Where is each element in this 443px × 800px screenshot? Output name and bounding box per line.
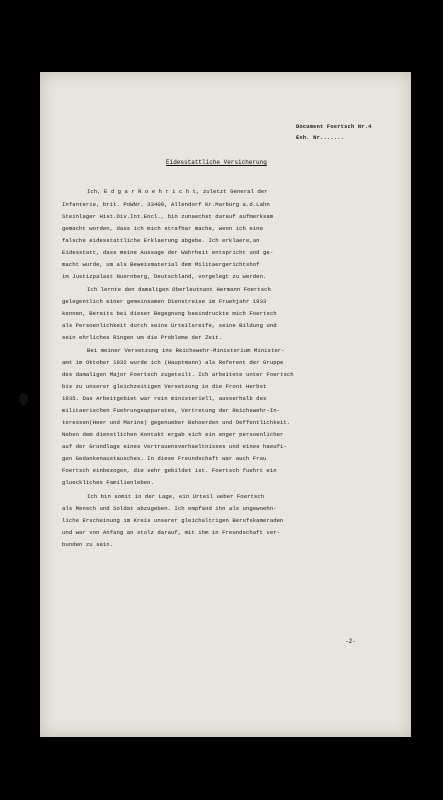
document-title: Eidesstattliche Versicherung [166, 159, 267, 166]
body-line: auf der Grundlage eines Vertrauensverhaeltnisses und eines haeufi- [62, 443, 287, 450]
body-line: gen Gedankenaustausches. In diese Freundschaft war auch Frau [62, 455, 267, 462]
document-reference: Document Foertsch Nr.4 [296, 124, 372, 130]
body-line: militaerischen Fuehrungsapparates, Vertretung der Reichswehr-In- [62, 407, 281, 414]
body-line: gemacht worden, dass ich mich strafbar mache, wenn ich eine [62, 225, 264, 232]
body-line: Eidesstatt, dass meine Aussage der Wahrheit entspricht und ge- [62, 249, 274, 256]
body-line: Foertsch einbezogen, die sehr gebildet ist. Foertsch fuehrt ein [62, 467, 277, 474]
page-number: -2- [345, 638, 356, 645]
body-line: amt im Oktober 1932 wurde ich (Hauptmann) als Referent der Gruppe [62, 359, 284, 366]
body-line: als Persoenlichkeit durch seine Urteilsreife, seine Bildung und [62, 322, 277, 329]
document-page [40, 72, 411, 737]
body-line: bunden zu sein. [62, 541, 114, 548]
body-line: Ich, E d g a r R o e h r i c h t, zuletzt General der [87, 188, 268, 195]
body-line: Infanterie, brit. PoWNr. 33409, Allendorf Kr.Marburg a.d.Lahn [62, 201, 270, 208]
body-line: Steinlager Hist.Div.Int.Encl., bin zunaechst darauf aufmerksam [62, 213, 274, 220]
body-line: Ich bin somit in der Lage, ein Urteil ueber Foertsch [87, 493, 265, 500]
body-line: bis zu unserer gleichzeitigen Versetzung in die Front Herbst [62, 383, 267, 390]
body-line: 1935. Das Arbeitgebiet war rein ministeriell, ausserhalb des [62, 395, 267, 402]
body-line: gelegentlich einer gemeinsamen Dienstreise im Fruehjahr 1933 [62, 298, 267, 305]
body-line: als Mensch und Soldat abzugeben. Ich empfand ihn als ungewoehn- [62, 505, 277, 512]
body-line: im Justizpalast Nuernberg, Deutschland, vorgelegt zu werden. [62, 273, 267, 280]
body-line: teressen(Heer und Marine) gegenueber Behoerden und Oeffentlichkeit. [62, 419, 291, 426]
body-line: des damaligen Major Foertsch zugeteilt. Ich arbeitete unter Foertsch [62, 371, 294, 378]
body-line: und war von Anfang an stolz darauf, mit ihm in Freundschaft ver- [62, 529, 281, 536]
body-line: Ich lernte den damaligen Oberleutnant Hermann Foertsch [87, 286, 271, 293]
body-line: kennen, Bereits bei dieser Begegnung beeindruckte mich Foertsch [62, 310, 277, 317]
body-line: falsche eidesstattliche Erklaerung abgebe. Ich erklaere,an [62, 237, 260, 244]
body-line: macht wurde, um als Beweismaterial dem Militaergerichtshof [62, 261, 260, 268]
body-line: Bei meiner Versetzung ins Reichswehr-Ministerium Minister- [87, 347, 285, 354]
exhibit-number: Exh. Nr....... [296, 135, 345, 141]
body-line: liche Erscheinung im Kreis unserer gleichaltrigen Berufskameraden [62, 517, 284, 524]
body-line: sein ehrliches Ringen um die Probleme der Zeit. [62, 334, 223, 341]
body-line: Neben dem dienstlichen Kontakt ergab sich ein enger persoenlicher [62, 431, 284, 438]
body-line: glueckliches Familienleben. [62, 479, 154, 486]
punch-hole [19, 393, 28, 405]
